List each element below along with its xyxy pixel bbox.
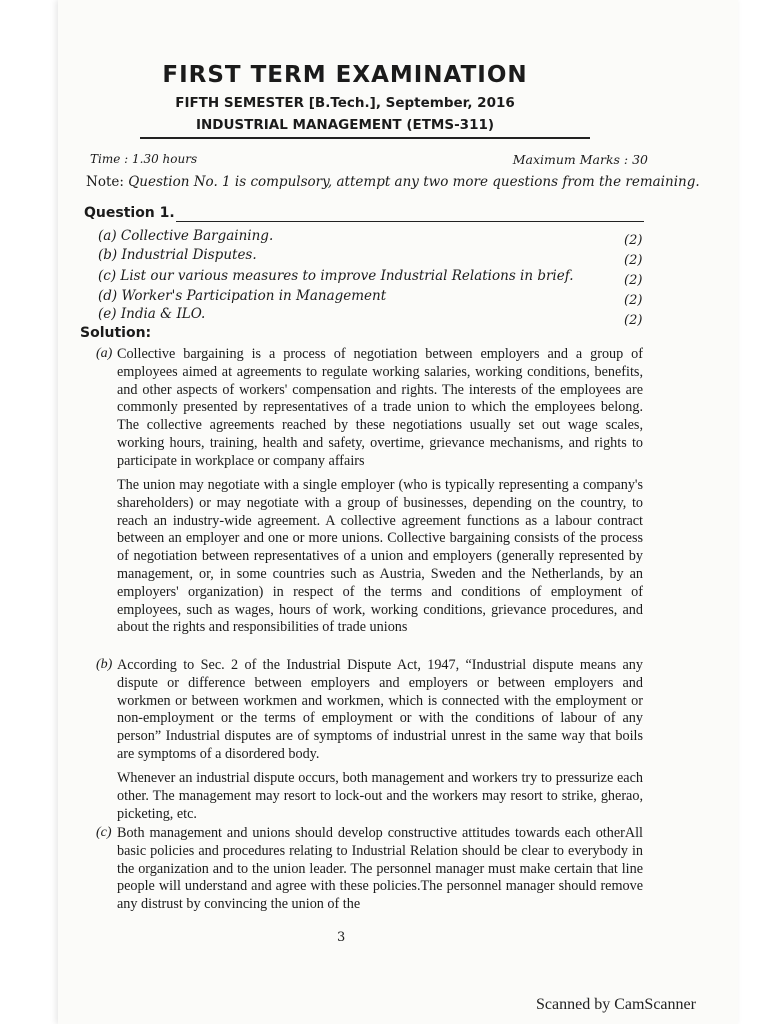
question-marks-d: (2) xyxy=(624,293,643,308)
header-rule xyxy=(140,137,590,139)
solution-heading: Solution: xyxy=(80,325,152,341)
camscanner-watermark: Scanned by CamScanner xyxy=(536,996,696,1013)
answer-b-paragraph-2: Whenever an industrial dispute occurs, both management and workers try to pressurize each other. The management may resort to lock-out and the workers may resort to strike, gherao, picketing, etc. xyxy=(117,770,643,822)
note-label: Note: xyxy=(86,174,124,190)
question-item-c: (c) List our various measures to improve Industrial Relations in brief. xyxy=(98,268,574,284)
question-marks-e: (2) xyxy=(624,313,643,328)
answer-a-paragraph-1: Collective bargaining is a process of negotiation between employers and a group of employees aimed at agreements to regulate working salaries, working conditions, benefits, and other aspects of workers' compensation and rights. The interests of the employees are commonly presented by representatives of a trade union to which the employees belong. The collective agreements reached by these negotiations usually set out wage scales, working hours, training, health and safety, overtime, grievance mechanisms, and rights to participate in workplace or company affairs xyxy=(117,346,643,469)
question-heading: Question 1. xyxy=(84,205,175,221)
max-marks: Maximum Marks : 30 xyxy=(512,152,648,167)
time-allowed: Time : 1.30 hours xyxy=(90,152,198,166)
answer-a-paragraph-2: The union may negotiate with a single employer (who is typically representing a company's shareholders) or may negotiate with a group of businesses, depending on the country, to reach an industry-wide agreement. A collective agreement functions as a labour contract between an employer and one or more unions. Collective bargaining consists of the process of negotiation between representatives of a union and employers (generally represented by management, or, in some countries such as Austria, Sweden and the Netherlands, by an employers' organization) in respect of the terms and conditions of employment of employees, such as wages, hours of work, working conditions, grievance procedures, and about the rights and responsibilities of trade unions xyxy=(117,477,643,636)
question-marks-a: (2) xyxy=(624,233,643,248)
exam-note xyxy=(86,174,700,190)
question-marks-c: (2) xyxy=(624,273,643,288)
answer-label-c: (c) xyxy=(96,825,112,840)
note-text: Question No. 1 is compulsory, attempt any two more questions from the remaining. xyxy=(128,174,700,190)
question-item-e: (e) India & ILO. xyxy=(98,306,206,322)
exam-title: FIRST TERM EXAMINATION xyxy=(162,62,528,88)
question-item-a: (a) Collective Bargaining. xyxy=(98,228,274,244)
answer-label-b: (b) xyxy=(96,657,113,672)
question-marks-b: (2) xyxy=(624,253,643,268)
answer-b-paragraph-1: According to Sec. 2 of the Industrial Dispute Act, 1947, “Industrial dispute means any dispute or difference between employers and employers or between employers and workmen or between workmen and workmen, which is connected with the employment or non-employment or the terms of employment or with the conditions of labour of any person” Industrial disputes are of symptoms of industrial unrest in the same way that boils are symptoms of a disordered body. xyxy=(117,657,643,762)
course-title: INDUSTRIAL MANAGEMENT (ETMS-311) xyxy=(195,117,495,133)
answer-c-paragraph-1: Both management and unions should develop constructive attitudes towards each otherAll basic policies and procedures relating to Industrial Relation should be clear to everybody in the organization and to the union leader. The personnel manager must make certain that line people will understand and agree with these policies.The personnel manager should remove any distrust by convincing the union of the xyxy=(117,825,643,913)
exam-subtitle: FIFTH SEMESTER [B.Tech.], September, 2016 xyxy=(175,95,515,111)
question-item-b: (b) Industrial Disputes. xyxy=(98,247,257,263)
question-rule xyxy=(176,221,644,222)
question-item-d: (d) Worker's Participation in Management xyxy=(98,288,387,304)
answer-label-a: (a) xyxy=(96,346,113,361)
page-number: 3 xyxy=(337,930,346,945)
